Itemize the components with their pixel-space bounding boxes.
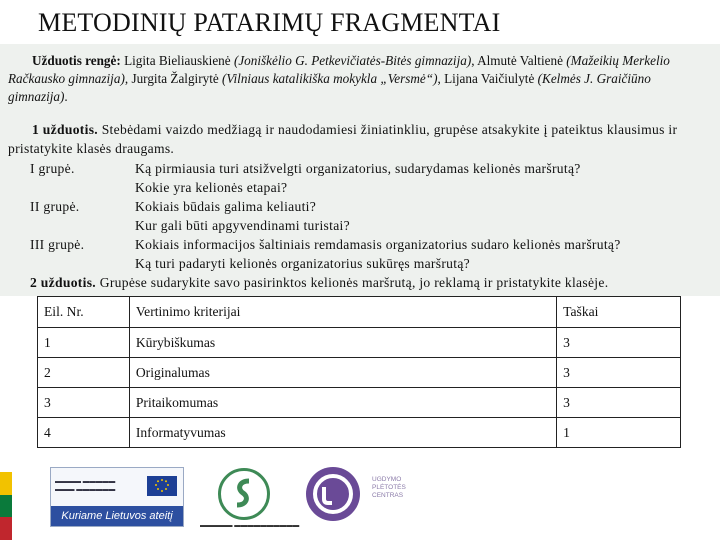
- group-3-question-2: Ką turi padaryti kelionės organizatorius sukūręs maršrutą?: [135, 256, 470, 271]
- sutartis-logo-icon: [218, 468, 270, 520]
- lithuanian-flag-icon: [0, 472, 12, 540]
- criteria-table: [37, 296, 681, 448]
- row-number: 2: [38, 358, 130, 388]
- group-3-label: III grupė.: [30, 237, 85, 252]
- group-1-row-2: [0, 180, 720, 199]
- author-2-school: (Mažeikių Merkelio Račkausko gimnazija): [8, 53, 670, 86]
- task-1-text: Stebėdami vaizdo medžiagą ir naudodamiesi žiniatinkliu, grupėse atsakykite į pateiktus klausimus ir pristatykite klasės draugams.: [8, 122, 678, 156]
- task-2: [30, 275, 720, 294]
- author-3: , Jurgita Žalgirytė: [124, 71, 223, 86]
- authors-paragraph: [8, 52, 698, 106]
- group-1-question-2: Kokie yra kelionės etapai?: [135, 180, 288, 195]
- centras-caption: UGDYMO PLĖTOTĖS CENTRAS: [372, 476, 406, 499]
- author-1: Ligita Bieliauskienė: [120, 53, 234, 68]
- row-criterion: Pritaikomumas: [129, 388, 556, 418]
- logo-footer: [0, 462, 720, 540]
- header-points: Taškai: [557, 297, 681, 328]
- table-row: [38, 388, 681, 418]
- group-2-question-2: Kur gali būti apgyvendinami turistai?: [135, 218, 350, 233]
- row-criterion: Kūrybiškumas: [129, 328, 556, 358]
- authors-end: .: [64, 89, 68, 104]
- task-2-label: 2 užduotis.: [30, 275, 96, 290]
- esf-logo: [50, 467, 184, 527]
- row-points: 1: [557, 418, 681, 448]
- group-3-row-2: [0, 256, 720, 275]
- author-4: , Lijana Vaičiulytė: [437, 71, 538, 86]
- header-criteria: Vertinimo kriterijai: [129, 297, 556, 328]
- header-number: Eil. Nr.: [38, 297, 130, 328]
- page-title: METODINIŲ PATARIMŲ FRAGMENTAI: [38, 8, 501, 37]
- row-number: 1: [38, 328, 130, 358]
- group-2-question-1: Kokiais būdais galima keliauti?: [135, 199, 317, 214]
- task-2-text: Grupėse sudarykite savo pasirinktos kelionės maršrutą, jo reklamą ir pristatykite klasėje.: [96, 275, 609, 290]
- row-number: 4: [38, 418, 130, 448]
- group-2-row-2: [0, 218, 720, 237]
- row-points: 3: [557, 388, 681, 418]
- author-4-school: (Kelmės J. Graičiūno gimnazija): [8, 71, 651, 104]
- author-2: , Almutė Valtienė: [471, 53, 567, 68]
- esf-slogan: Kuriame Lietuvos ateitį: [51, 506, 183, 526]
- table-row: [38, 328, 681, 358]
- sutartis-caption: ▬▬▬▬▬ ▬▬▬▬▬▬▬▬▬▬: [200, 522, 300, 529]
- udc-logo-icon: [306, 467, 360, 521]
- table-row: [38, 358, 681, 388]
- row-number: 3: [38, 388, 130, 418]
- group-3-row-1: [0, 237, 720, 256]
- group-1-question-1: Ką pirmiausia turi atsižvelgti organizatorius, sudarydamas kelionės maršrutą?: [135, 161, 581, 176]
- authors-label: Užduotis rengė:: [32, 53, 121, 68]
- table-row: [38, 418, 681, 448]
- eu-flag-icon: [147, 476, 177, 496]
- group-2-row-1: [0, 199, 720, 218]
- task-1: [8, 120, 698, 158]
- title-bar: [0, 0, 720, 45]
- author-3-school: (Vilniaus katalikiška mokykla „Versmė“): [222, 71, 438, 86]
- group-3-question-1: Kokiais informacijos šaltiniais remdamasis organizatorius sudaro kelionės maršrutą?: [135, 237, 621, 252]
- task-1-label: 1 užduotis.: [32, 122, 98, 137]
- group-2-label: II grupė.: [30, 199, 80, 214]
- author-1-school: (Joniškėlio G. Petkevičiatės-Bitės gimnazija): [233, 53, 472, 68]
- group-1-label: I grupė.: [30, 161, 75, 176]
- row-criterion: Informatyvumas: [129, 418, 556, 448]
- group-1-row-1: [0, 161, 720, 180]
- row-points: 3: [557, 358, 681, 388]
- row-criterion: Originalumas: [129, 358, 556, 388]
- table-header-row: [38, 297, 681, 328]
- row-points: 3: [557, 328, 681, 358]
- esf-ministry-text: ▬▬▬▬ ▬▬▬▬▬ ▬▬▬ ▬▬▬▬▬▬: [55, 478, 116, 493]
- instructions-panel: [0, 44, 720, 296]
